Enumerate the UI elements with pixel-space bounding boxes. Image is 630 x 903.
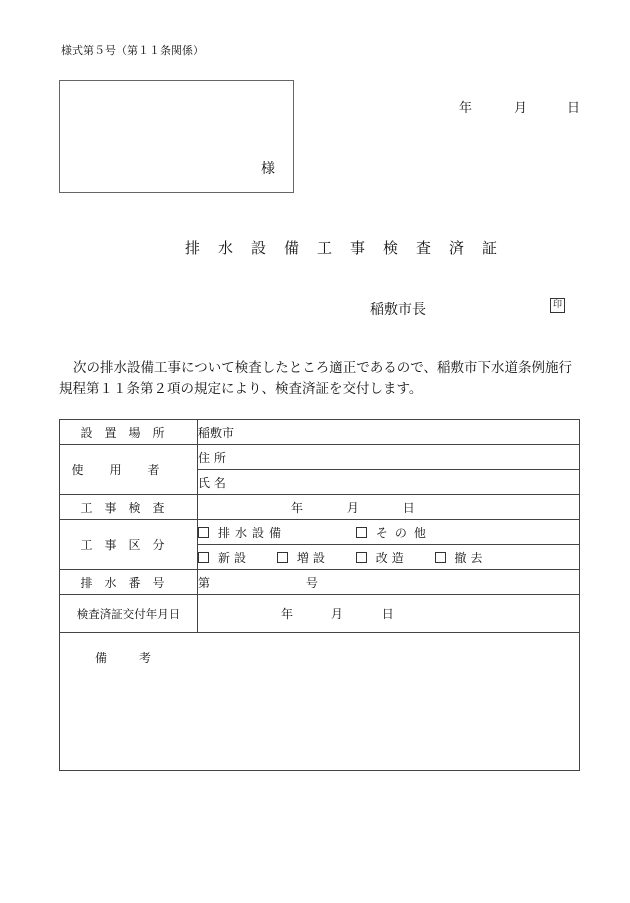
checkbox-icon	[198, 527, 209, 538]
checkbox-icon	[277, 552, 288, 563]
inspection-month: 月	[346, 500, 359, 515]
inspection-day: 日	[402, 500, 415, 515]
category-row2	[198, 545, 580, 570]
issue-day: 日	[381, 607, 394, 621]
issuer-mayor: 稲敷市長	[370, 302, 426, 318]
option-removal: 撤去	[454, 550, 487, 565]
addressee-box[interactable]	[59, 80, 294, 193]
category-row1	[198, 520, 580, 545]
drain-number-suffix: 号	[305, 575, 318, 590]
row-inspection	[60, 495, 580, 520]
inspection-year: 年	[291, 500, 304, 515]
inspection-form-table	[59, 419, 580, 771]
checkbox-extension[interactable]	[277, 549, 329, 566]
date-month-label: 月	[514, 101, 528, 116]
checkbox-removal[interactable]	[435, 549, 487, 566]
drain-number-label: 排水番号	[60, 570, 198, 595]
issue-year: 年	[281, 607, 294, 621]
checkbox-new[interactable]	[198, 549, 250, 566]
checkbox-icon	[356, 552, 367, 563]
row-remarks	[60, 633, 580, 771]
drain-number-prefix: 第	[198, 575, 211, 590]
inspection-label: 工事検査	[60, 495, 198, 520]
drain-number-field[interactable]	[198, 570, 580, 595]
checkbox-icon	[198, 552, 209, 563]
user-label: 使用者	[60, 445, 198, 495]
row-drain-number	[60, 570, 580, 595]
category-label: 工事区分	[60, 520, 198, 570]
checkbox-icon	[356, 527, 367, 538]
body-text: 次の排水設備工事について検査したところ適正であるので、稲敷市下水道条例施行規程第１１条第２項の規定により、検査済証を交付します。	[59, 360, 572, 397]
checkbox-remodel[interactable]	[356, 549, 408, 566]
checkbox-other[interactable]	[356, 524, 433, 541]
checkbox-icon	[435, 552, 446, 563]
location-label: 設置場所	[60, 420, 198, 445]
issue-date-field[interactable]	[198, 595, 580, 633]
row-location	[60, 420, 580, 445]
option-new: 新設	[218, 550, 251, 565]
document-title: 排水設備工事検査済証	[185, 239, 516, 257]
seal-mark: 印	[550, 298, 565, 313]
option-drainage: 排水設備	[218, 525, 287, 540]
row-user-address	[60, 445, 580, 470]
checkbox-drainage[interactable]	[198, 524, 286, 541]
remarks-field[interactable]	[60, 633, 580, 771]
option-other: その他	[375, 525, 433, 540]
inspection-date-field[interactable]	[198, 495, 580, 520]
user-name-field[interactable]	[198, 470, 580, 495]
date-year-label: 年	[459, 101, 473, 116]
name-label: 氏 名	[198, 475, 226, 490]
location-value[interactable]: 稲敷市	[198, 420, 580, 445]
issue-month: 月	[330, 607, 343, 621]
option-remodel: 改造	[375, 550, 408, 565]
remarks-label: 備考	[95, 651, 184, 665]
row-category-1	[60, 520, 580, 545]
row-issue-date	[60, 595, 580, 633]
address-label: 住 所	[198, 450, 226, 465]
date-day-label: 日	[567, 101, 581, 116]
user-address-field[interactable]	[198, 445, 580, 470]
form-number: 様式第５号（第１１条関係）	[61, 44, 204, 57]
issue-date-label: 検査済証交付年月日	[60, 595, 198, 633]
option-extension: 増設	[296, 550, 329, 565]
addressee-honorific: 様	[261, 161, 275, 177]
